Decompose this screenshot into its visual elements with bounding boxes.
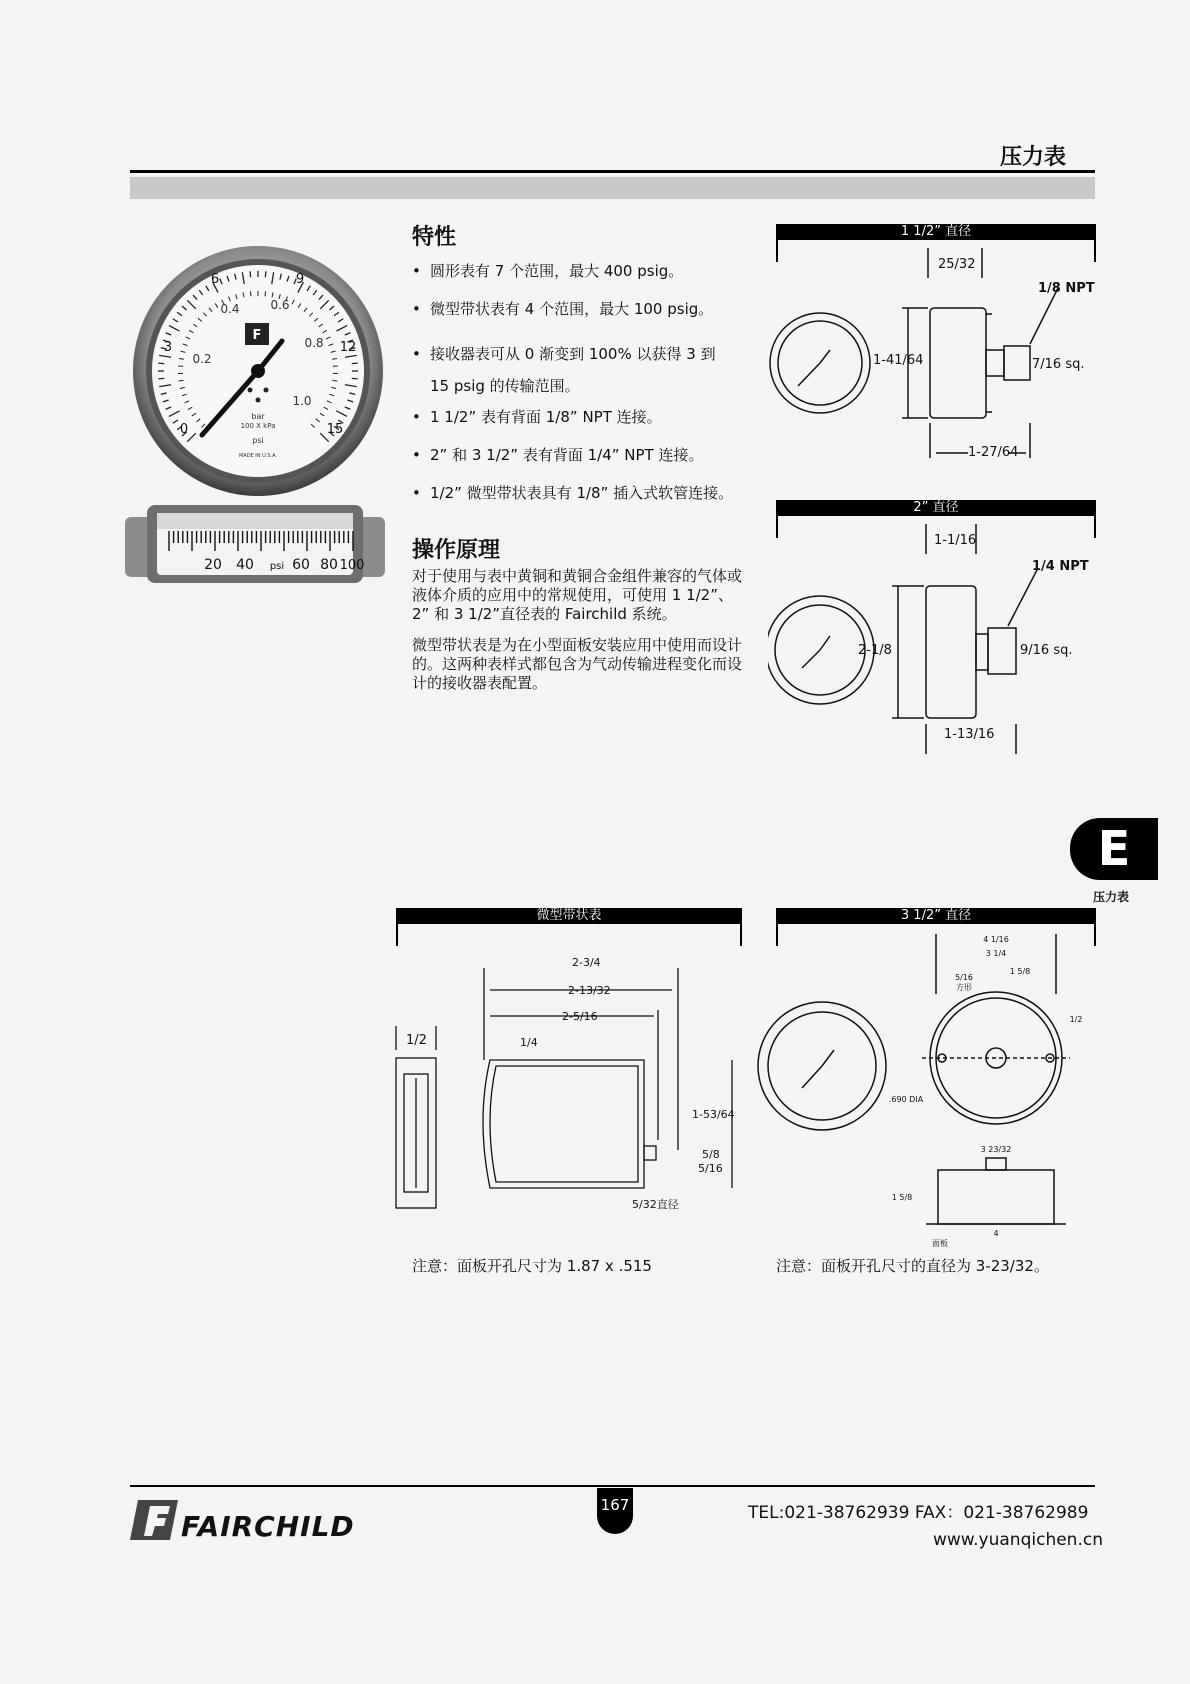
page-number: 167 [597,1488,633,1534]
list-item: • 接收器表可从 0 渐变到 100% 以获得 3 到 15 psig 的传输范围。 [412,338,720,402]
dim-35-d7: 1 5/8 [891,1193,913,1202]
dim-35-d5: 1/2 [1069,1015,1083,1024]
strip-scale-label: 60 [292,557,310,573]
list-item: • 2” 和 3 1/2” 表有背面 1/4” NPT 连接。 [412,446,752,464]
diagram-title: 2” 直径 [776,500,1096,516]
dim-35-d6: 3 23/32 [980,1145,1012,1154]
diagram-3-5 [756,934,1096,1250]
dim-strip-hole: 5/32直径 [632,1198,679,1211]
list-item: • 微型带状表有 4 个范围，最大 100 psig。 [412,300,752,318]
dim-35-d2: 3 1/4 [985,949,1007,958]
dim-depth: 1-27/64 [968,445,1019,460]
diagram-1-5 [768,248,1098,478]
dim-35-d8: 4 [993,1229,999,1238]
header-band [130,177,1095,199]
section-tab-label: 压力表 [1093,890,1130,904]
diagram-strip [372,950,752,1220]
operation-paragraph-1: 对于使用与表中黄铜和黄铜合金组件兼容的气体或液体介质的应用中的常规使用，可使用 1 1/2”、2” 和 3 1/2”直径表的 Fairchild 系统。 [412,567,743,623]
list-item: • 1 1/2” 表有背面 1/8” NPT 连接。 [412,408,752,426]
section-tab: E [1070,818,1158,880]
operation-paragraph-2: 微型带状表是为在小型面板安装应用中使用而设计的。这两种表样式都包含为气动传输进程变化而设计的接收器表配置。 [412,636,743,692]
diagram-strip-header [396,908,742,946]
gauge-unit-kpa: 100 X kPa [240,422,276,430]
gauge-inner-label: 0.4 [220,302,240,316]
list-item: • 1/2” 微型带状表具有 1/8” 插入式软管连接。 [412,484,775,502]
dim-npt: 1/4 NPT [1032,559,1089,574]
gauge-outer-label: 9 [295,272,305,287]
footer-rule [130,1485,1095,1487]
diagram-title: 1 1/2” 直径 [776,224,1096,240]
gauge-unit-bar: bar [251,412,265,421]
contact-tel-fax: TEL:021-38762939 FAX：021-38762989 [748,1503,1089,1523]
gauge-inner-label: 1.0 [292,394,312,408]
gauge-unit-psi: psi [252,436,264,445]
dim-strip-d6: 5/16 [698,1162,723,1175]
gauge-outer-label: 12 [339,340,357,355]
dim-35-dia: .690 DIA [888,1095,924,1104]
diagram-title: 微型带状表 [396,908,742,924]
dim-height: 1-41/64 [873,353,924,368]
contact-website[interactable]: www.yuanqichen.cn [933,1530,1103,1550]
gauge-outer-label: 0 [179,422,189,437]
strip-gauge-photo [125,505,385,583]
dim-35-d3: 1 5/8 [1009,967,1031,976]
dim-strip-d3: 2-5/16 [562,1010,598,1023]
diagram-title: 3 1/2” 直径 [776,908,1096,924]
round-gauge-photo [130,243,385,498]
gauge-made-in: MADE IN U.S.A. [238,453,278,459]
page-title: 压力表 [1000,145,1067,170]
dim-strip-d5: 5/8 [702,1148,720,1161]
dim-top: 25/32 [938,257,976,272]
strip-scale-label: 80 [320,557,338,573]
operation-heading: 操作原理 [412,538,501,563]
fairchild-logo-icon [130,1500,178,1540]
features-list [412,262,752,522]
dim-35-d1: 4 1/16 [983,935,1009,944]
dim-height: 2-1/8 [858,643,892,658]
dim-35-d4: 5/16 [955,973,973,982]
dim-35-d4b: 方形 [956,983,972,992]
diagram-2 [768,524,1098,754]
dim-strip-d1: 2-3/4 [572,956,601,969]
gauge-outer-label: 3 [163,340,173,355]
dim-strip-width: 1/2 [406,1033,427,1048]
gauge-35-note: 注意：面板开孔尺寸的直径为 3-23/32。 [776,1257,1049,1275]
dim-top: 1-1/16 [934,533,977,548]
dim-depth: 1-13/16 [944,727,995,742]
dim-35-d9: 面板 [932,1239,948,1248]
header-rule [130,170,1095,173]
dim-sq: 7/16 sq. [1032,357,1085,372]
gauge-inner-label: 0.2 [192,352,212,366]
dim-strip-d2: 2-13/32 [568,984,611,997]
dim-npt: 1/8 NPT [1038,281,1095,296]
gauge-outer-label: 15 [326,422,344,437]
strip-scale-label: 40 [236,557,254,573]
svg-text:F: F [252,328,262,343]
dim-strip-d4: 1/4 [520,1036,538,1049]
dim-sq: 9/16 sq. [1020,643,1073,658]
features-heading: 特性 [412,225,457,250]
gauge-outer-label: 6 [210,272,220,287]
gauge-tick [179,380,184,381]
strip-unit: psi [269,561,285,572]
dim-strip-height: 1-53/64 [692,1108,735,1121]
list-item: • 圆形表有 7 个范围，最大 400 psig。 [412,262,752,280]
strip-scale-label: 20 [204,557,222,573]
gauge-tick [332,380,337,381]
gauge-inner-label: 0.8 [304,336,324,350]
strip-scale-label: 100 [339,558,365,573]
gauge-inner-label: 0.6 [270,298,290,312]
strip-note: 注意：面板开孔尺寸为 1.87 x .515 [412,1257,652,1275]
brand-name: FAIRCHILD [181,1510,355,1543]
